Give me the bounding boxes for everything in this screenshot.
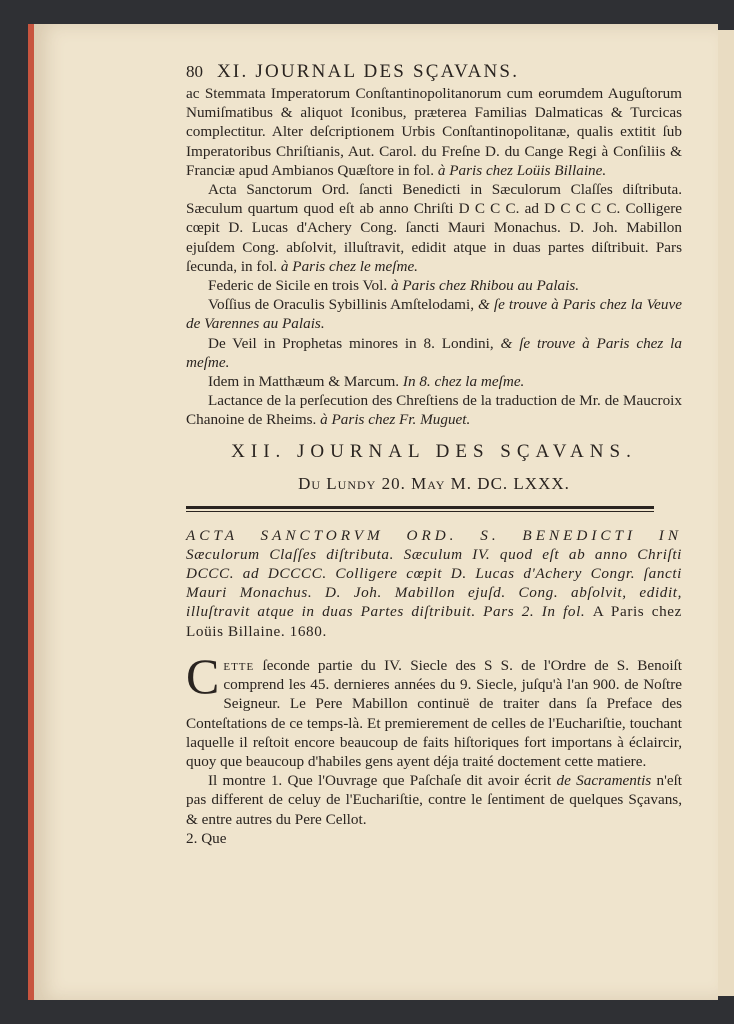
issue-title: XII. JOURNAL DES SÇAVANS. xyxy=(231,440,637,462)
running-head xyxy=(186,62,682,84)
paragraph-idem xyxy=(186,372,682,391)
paragraph-acta-sanctorum xyxy=(186,180,682,276)
imprint: à Paris chez le meſme. xyxy=(280,257,418,275)
page-number: 80 xyxy=(186,62,203,81)
lead-word: ette xyxy=(223,657,255,675)
paragraph-text: ſeconde partie du IV. Siecle des S S. de l'Ordre de S. Benoiſt comprend les 45. dernieres années du 9. Siecle, juſqu'à l'an 900. de Noſtre Seigneur. Le Pere Mabillon continuë de traiter dans ſa Preface des Conteſtations de ce temps-là. Et premierement de celles de l'Euchariſtie, touchant laquelle il reſtoit encore beaucoup de faits hiſtoriques fort importans à éclaircir, quoy que beaucoup d'habiles gens ayent déja traité doctement cette matiere. xyxy=(186,657,682,771)
imprint: à Paris chez Loüis Billaine. xyxy=(437,161,607,179)
running-head-title: XI. JOURNAL DES SÇAVANS. xyxy=(217,61,520,82)
paragraph-byzantine-history xyxy=(186,84,682,180)
paragraph-federic xyxy=(186,276,682,295)
paragraph-text: Voſſius de Oraculis Sybillinis Amſtelodami, xyxy=(208,296,475,314)
paragraph-text: Lactance de la perſecution des Chreſtiens de la traduction de Mr. de Maucroix Chanoine de Rheims. xyxy=(186,392,682,429)
article-title xyxy=(186,526,682,641)
imprint: & ſe trouve à Paris chez la meſme. xyxy=(186,334,682,371)
issue-date: Du Lundy 20. May M. DC. LXXX. xyxy=(298,473,570,493)
paragraph-vossius xyxy=(186,295,682,333)
paragraph-text: De Veil in Prophetas minores in 8. Londini, xyxy=(208,334,494,352)
article-title-caps: ACTA SANCTORVM ORD. S. BENEDICTI IN xyxy=(186,526,682,544)
book-page xyxy=(28,24,718,1000)
imprint: & ſe trouve à Paris chez la Veuve de Varennes au Palais. xyxy=(186,296,682,333)
paragraph-text: n'eſt pas different de celuy de l'Euchariſtie, contre le ſentiment de quelques Sçavans, & entre autres du Pere Cellot. xyxy=(186,772,683,828)
paragraph-text: Acta Sanctorum Ord. ſancti Benedicti in Sæculorum Claſſes diſtributa. Sæculum quartum quod eſt ab anno Chriſti D C C C. ad D C C C C. Colligere cœpit D. Lucas d'Achery Cong. ſancti Mauri Monachus. D. Joh. Mabillon ejuſdem Cong. abſolvit, illuſtravit, edidit atque in duas partes diſtribuit. Pars ſecunda, in fol. xyxy=(186,181,682,275)
imprint: In 8. chez la meſme. xyxy=(402,373,525,391)
article-paragraph-1 xyxy=(186,648,682,771)
section-rule xyxy=(186,506,654,512)
article-paragraph-2 xyxy=(186,771,682,829)
imprint: à Paris chez Rhibou au Palais. xyxy=(390,277,580,295)
article-title-imprint: A Paris chez Loüis Billaine. 1680. xyxy=(186,603,682,640)
work-title: de Sacramentis xyxy=(556,772,652,790)
article-title-italic: Sæculorum Claſſes diſtributa. Sæculum IV. quod eſt ab anno Chriſti DCCC. ad DCCCC. Colligere cœpit D. Lucas d'Achery Congr. ſancti Mauri Monachus. D. Joh. Mabillon ejuſd. Cong. abſolvit, edidit, illuſtravit atque in duas Partes diſtribuit. Pars 2. In fol. xyxy=(186,545,682,621)
imprint: à Paris chez Fr. Muguet. xyxy=(320,411,471,429)
paragraph-text: Il montre 1. Que l'Ouvrage que Paſchaſe dit avoir écrit xyxy=(208,772,552,790)
article-body xyxy=(186,648,683,848)
page-content xyxy=(186,62,682,848)
paragraph-lactance xyxy=(186,391,682,429)
paragraph-text: Federic de Sicile en trois Vol. xyxy=(208,277,388,295)
paragraph-text: ac Stemmata Imperatorum Conſtantinopolitanorum cum eorumdem Auguſtorum Numiſmatibus & aliquot Iconibus, præterea Familias Dalmaticas & Turcicas complectitur. Alter deſcriptionem Urbis Conſtantinopolitanæ, qualis extitit ſub Imperatoribus Chriſtianis, Aut. Carol. du Freſne D. du Cange Regi à Conſiliis & Franciæ apud Ambianos Quæſtore in fol. xyxy=(186,85,682,179)
paragraph-text: Idem in Matthæum & Marcum. xyxy=(208,373,400,391)
paragraph-de-veil xyxy=(186,334,682,372)
catchword: 2. Que xyxy=(186,829,227,847)
drop-cap: C xyxy=(186,648,220,705)
